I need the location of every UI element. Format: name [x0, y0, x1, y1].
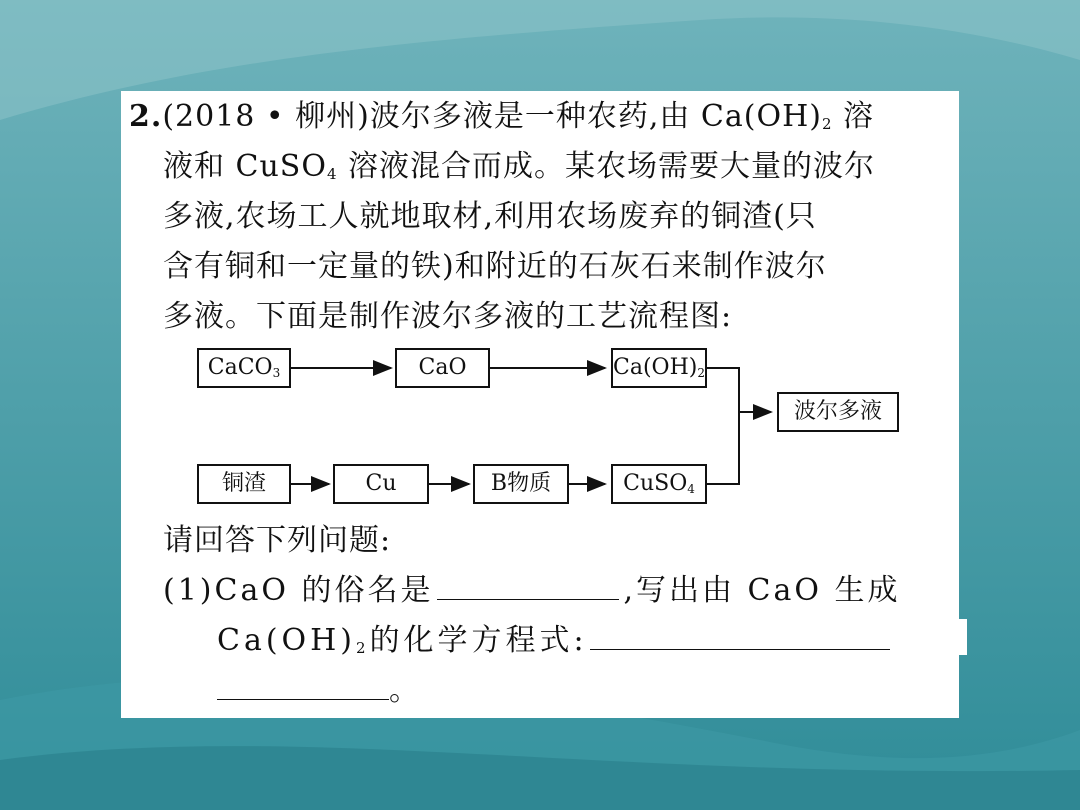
- question-source: (2018 • 柳州): [162, 99, 370, 134]
- flow-box-cao: CaO: [395, 348, 490, 388]
- flow-box-cuso4: CuSO$_4$: [611, 464, 707, 504]
- flow-box-cu: Cu: [333, 464, 429, 504]
- question-line-2: 液和 CuSO$_4$ 溶液混合而成。某农场需要大量的波尔: [163, 149, 876, 184]
- white-patch: [955, 619, 967, 655]
- question-line-1: 2.(2018 • 柳州)波尔多液是一种农药,由 $Ca(OH)_2$ 溶: [129, 99, 875, 134]
- question-line-3: 多液,农场工人就地取材,利用农场废弃的铜渣(只: [163, 199, 817, 234]
- flow-box-caoh2: $Ca(OH)_2$: [611, 348, 707, 388]
- flow-box-substance-b: B物质: [473, 464, 569, 504]
- questions-prompt: 请回答下列问题:: [163, 523, 392, 558]
- subquestion-1-line-2: $Ca(OH)_2$的化学方程式:: [217, 621, 890, 668]
- flow-box-copper-slag: 铜渣: [197, 464, 291, 504]
- question-line-4: 含有铜和一定量的铁)和附近的石灰石来制作波尔: [163, 249, 827, 284]
- answer-blank-common-name[interactable]: [437, 573, 619, 600]
- question-number: 2.: [129, 99, 163, 134]
- flow-box-caco3: CaCO$_3$: [197, 348, 291, 388]
- flow-box-bordeaux-mixture: 波尔多液: [777, 392, 899, 432]
- answer-blank-equation-part1[interactable]: [590, 623, 890, 650]
- subquestion-1-line-3: 。: [217, 671, 420, 711]
- subquestion-1-label: (1): [163, 573, 215, 608]
- question-card: [121, 91, 959, 718]
- subquestion-1-line-1: (1)CaO 的俗名是 ,写出由 CaO 生成: [163, 573, 901, 608]
- answer-blank-equation-part2[interactable]: [217, 673, 389, 700]
- question-line-5: 多液。下面是制作波尔多液的工艺流程图:: [163, 299, 733, 334]
